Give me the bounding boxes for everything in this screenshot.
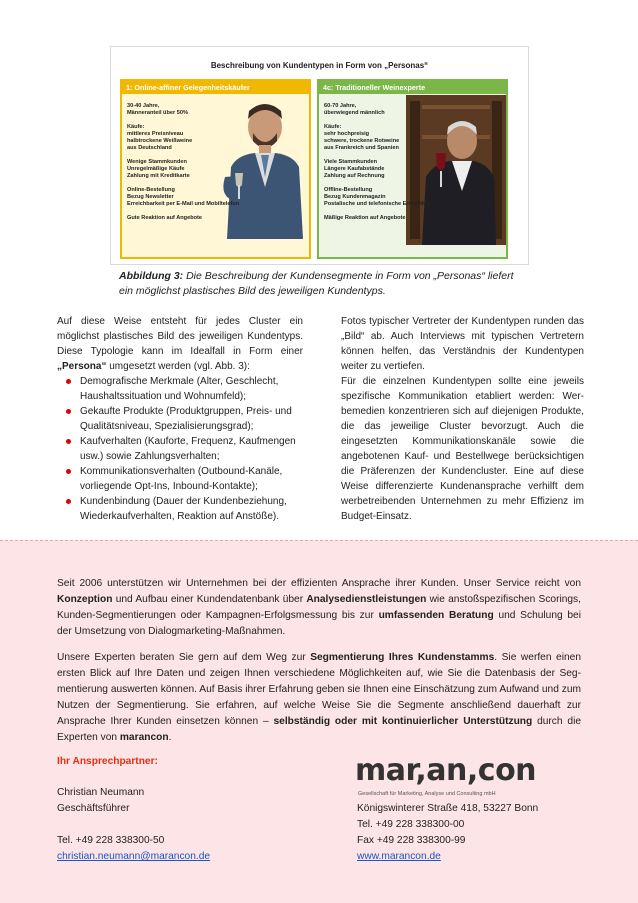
list-item: Kundenbindung (Dauer der Kundenbeziehung, Wiederkaufverhalten, Reaktion auf Anstöße). — [57, 494, 303, 524]
bullet-list — [57, 374, 303, 524]
list-item: Kommunikationsverhalten (Outbound-Kanäle, vorliegende Opt-Ins, Inbound-Kontakte); — [57, 464, 303, 494]
persona-attributes — [127, 103, 239, 222]
company-paragraph-1 — [57, 576, 581, 640]
persona-attribute: halbtrockene Weißweine — [127, 138, 193, 144]
left-column — [57, 314, 303, 524]
divider — [0, 540, 638, 541]
contact-heading: Ihr Ansprechpartner: — [57, 756, 158, 767]
persona-attribute: sehr hochpreisig — [324, 131, 370, 137]
company-website-link[interactable]: www.marancon.de — [357, 851, 441, 862]
list-item: Kaufverhalten (Kauforte, Frequenz, Kaufmengen usw.) sowie Zahlungsverhalten; — [57, 434, 303, 464]
intro-text: Auf diese Weise entsteht für jedes Cluster ein möglichst plastisches Bild des jeweiligen Kundentyps. Diese Typologie kann im Idealfall in Form einer — [57, 316, 303, 357]
body-text: . Sie werfen einen ersten Blick auf Ihre Daten und zeigen Ihnen verschiedene Möglichkeiten auf, wie Sie die Datenbasis der Segmentierung auswerten können. Auf Basis ihrer Erfahrung geben sie Ihnen eine Einschätzung zum Aufwand und zum Nutzen der Segmentierung. Sie erfahren, auf welche Weise Sie die Segmente anschließend dauerhaft zur Ansprache Ihrer Kunden einsetzen können – — [57, 652, 581, 727]
company-info-section — [0, 540, 638, 903]
persona-attribute: schwere, trockene Rotweine — [324, 138, 400, 144]
persona-attribute — [324, 180, 440, 187]
persona-attribute: Mäßige Reaktion auf Angebote — [324, 215, 406, 221]
emphasis-text: umfassenden Beratung — [378, 610, 494, 621]
body-text: und Aufbau einer Kundendatenbank über — [112, 594, 307, 605]
persona-attribute: 60-70 Jahre, — [324, 103, 357, 109]
body-text: und Schulung bei der Umsetzung von Dialogmarketing-Maßnahmen. — [57, 610, 581, 637]
persona-attribute: Postalische und telefonische Erreichbarkeit — [324, 201, 441, 207]
company-paragraph-2 — [57, 650, 581, 746]
persona-card-traditional — [317, 79, 508, 259]
persona-attribute — [127, 152, 239, 159]
persona-figure — [110, 46, 529, 265]
emphasis-text: Segmentierung Ihres Kundenstamms — [310, 652, 495, 663]
persona-attribute: Online-Bestellung — [127, 187, 175, 193]
persona-header: 4c: Traditioneller Weinexperte — [319, 81, 506, 94]
persona-attribute: überwiegend männlich — [324, 110, 385, 116]
figure-caption — [119, 269, 519, 299]
persona-attribute: Längere Kaufabstände — [324, 166, 385, 172]
caption-label: Abbildung 3: — [119, 270, 184, 282]
persona-attribute: mittleres Preisniveau — [127, 131, 184, 137]
logo-tagline: Gesellschaft für Marketing, Analyse und Consulting mbH — [358, 791, 496, 797]
contact-name: Christian Neumann — [57, 787, 145, 798]
company-phone: Tel. +49 228 338300-00 — [357, 819, 465, 830]
contact-email-link[interactable]: christian.neumann@marancon.de — [57, 851, 211, 862]
marancon-logo — [355, 754, 555, 804]
figure-title: Beschreibung von Kundentypen in Form von „Personas“ — [210, 61, 429, 70]
right-column — [341, 314, 584, 524]
persona-attribute: Käufe: — [324, 124, 342, 130]
persona-card-online — [120, 79, 311, 259]
persona-attribute — [127, 117, 239, 124]
list-item: Gekaufte Produkte (Produktgruppen, Preis- und Qualitätsniveau, Spezialisierungsgrad); — [57, 404, 303, 434]
list-item: Demografische Merkmale (Alter, Geschlecht, Haushaltssituation und Wohnumfeld); — [57, 374, 303, 404]
emphasis-text: Konzeption — [57, 594, 113, 605]
persona-term: „Persona“ — [57, 361, 107, 372]
contact-role: Geschäftsführer — [57, 803, 130, 814]
persona-attribute: aus Frankreich und Spanien — [324, 145, 399, 151]
contact-phone: Tel. +49 228 338300-50 — [57, 835, 165, 846]
body-text: durch die Experten von — [57, 716, 581, 743]
persona-attribute: Erreichbarkeit per E-Mail und Mobiltelefon — [127, 201, 240, 207]
body-text: Seit 2006 unterstützen wir Unternehmen bei der effizienten Ansprache ihrer Kunden. Unser Service reicht von — [57, 578, 581, 589]
persona-attribute: Gute Reaktion auf Angebote — [127, 215, 203, 221]
persona-attribute — [127, 208, 239, 215]
caption-text: Die Beschreibung der Kundensegmente in Form von „Personas“ liefert ein möglichst plastisches Bild des jeweiligen Kundentyps. — [119, 270, 514, 297]
intro-text-end: umgesetzt werden (vgl. Abb. 3): — [106, 361, 250, 372]
persona-attribute — [324, 152, 440, 159]
persona-attribute: Käufe: — [127, 124, 145, 130]
company-address: Königswinterer Straße 418, 53227 Bonn — [357, 803, 539, 814]
body-text: wie anstoßspezifischen Scorings, Kunden-Segmentierungen oder Kampagnen-Erfolgsmessung bis zur — [57, 594, 581, 621]
paragraph: Fotos typischer Vertreter der Kundentypen runden das „Bild“ ab. Auch Interviews mit typischen Vertretern können helfen, das Verständnis der Kundentypen weiter zu vertiefen. — [341, 316, 584, 372]
persona-header: 1: Online-affiner Gelegenheitskäufer — [122, 81, 309, 94]
intro-paragraph — [57, 314, 303, 374]
persona-attribute: Bezug Kundenmagazin — [324, 194, 386, 200]
persona-attribute: Bezug Newsletter — [127, 194, 174, 200]
persona-attribute: Offline-Bestellung — [324, 187, 373, 193]
persona-attribute: Wenige Stammkunden — [127, 159, 187, 165]
paragraph: Für die einzelnen Kundentypen sollte eine jeweils spezifische Kommunikation etabliert werden: Werbemedien konzentrieren sich auf diejenigen Produkte, die das jeweilige Cluster bevorzugt. Auch die eingesetzten Kommunikationskanäle sowie die angebotenen Kauf- und Bestellwege berücksichtigen die Präferenzen der Kundencluster. Eine auf diese Weise differenzierte Kundenansprache verhilft dem werbetreibenden Unternehmen zu mehr Effizienz im Budget-Einsatz. — [341, 376, 584, 522]
persona-attribute — [324, 208, 440, 215]
body-text: Unsere Experten beraten Sie gern auf dem Weg zur — [57, 652, 311, 663]
persona-attribute — [127, 180, 239, 187]
emphasis-text: selbständig oder mit kontinuierlicher Unterstützung — [273, 716, 533, 727]
persona-attribute: Männeranteil über 50% — [127, 110, 188, 116]
persona-attribute: Zahlung mit Kreditkarte — [127, 173, 190, 179]
persona-attribute: Viele Stammkunden — [324, 159, 378, 165]
persona-attribute: aus Deutschland — [127, 145, 172, 151]
logo-wordmark: mar,an,con — [355, 753, 537, 788]
persona-attributes — [324, 103, 440, 222]
body-text: . — [168, 732, 172, 743]
company-fax: Fax +49 228 338300-99 — [357, 835, 466, 846]
persona-attribute: Unregelmäßige Käufe — [127, 166, 185, 172]
persona-attribute — [324, 117, 440, 124]
persona-attribute: Zahlung auf Rechnung — [324, 173, 385, 179]
emphasis-text: marancon — [119, 732, 169, 743]
emphasis-text: Analysedienstleistungen — [306, 594, 427, 605]
persona-attribute: 30-40 Jahre, — [127, 103, 160, 109]
